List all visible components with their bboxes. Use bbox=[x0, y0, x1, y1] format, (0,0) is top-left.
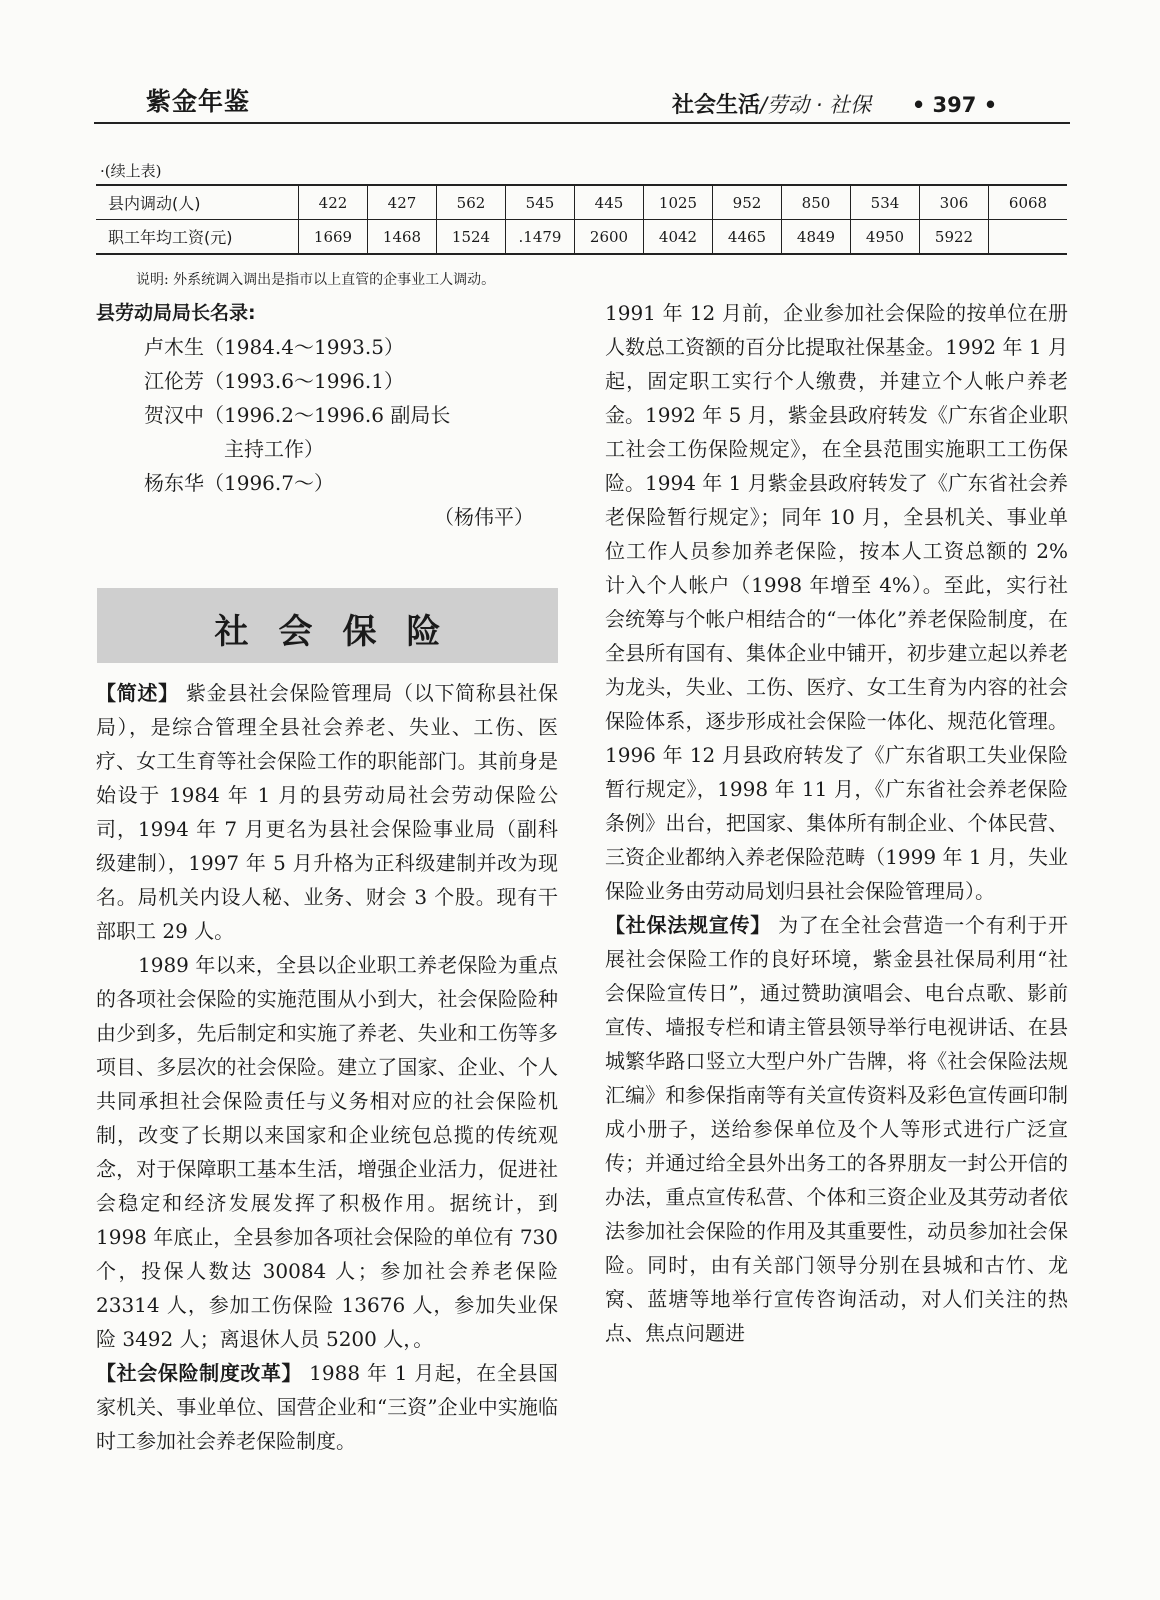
table-cell: 952 bbox=[713, 185, 782, 220]
table-cell: 4465 bbox=[713, 220, 782, 255]
right-column-body bbox=[605, 296, 1068, 1350]
list-item: 杨东华（1996.7～） bbox=[144, 471, 334, 495]
table-cell: 1669 bbox=[299, 220, 368, 255]
table-cell bbox=[989, 220, 1068, 255]
table-cell: 6068 bbox=[989, 185, 1068, 220]
list-item: 卢木生（1984.4～1993.5） bbox=[144, 335, 404, 359]
directors-list bbox=[96, 296, 558, 534]
list-item: 主持工作） bbox=[224, 437, 324, 461]
table-cell: 4042 bbox=[644, 220, 713, 255]
table-cell: 545 bbox=[506, 185, 575, 220]
section-main: 社会生活 bbox=[672, 93, 761, 118]
row-label: 职工年均工资(元) bbox=[96, 220, 299, 255]
table-cell: 427 bbox=[368, 185, 437, 220]
table-cell: 534 bbox=[851, 185, 920, 220]
table-row bbox=[96, 220, 1067, 255]
table-cell: 5922 bbox=[920, 220, 989, 255]
table-cell: 422 bbox=[299, 185, 368, 220]
statistics-table bbox=[96, 184, 1067, 255]
keyword-label: 【社会保险制度改革】 bbox=[96, 1361, 303, 1385]
paragraph: 1991 年 12 月前，企业参加社会保险的按单位在册人数总工资额的百分比提取社保基金。1992 年 1 月起，固定职工实行个人缴费，并建立个人帐户养老金。1992 年 5 月，紫金县政府转发《广东省企业职工社会工伤保险规定》，在全县范围实施职工工伤保险。1994 年 1 月紫金县政府转发了《广东省社会养老保险暂行规定》；同年 10 月，全县机关、事业单位工作人员参加养老保险，按本人工资总额的 2% 计入个人帐户（1998 年增至 4%）。至此，实行社会统筹与个帐户相结合的“一体化”养老保险制度，在全县所有国有、集体企业中铺开，初步建立起以养老为龙头，失业、工伤、医疗、女工生育为内容的社会保险体系，逐步形成社会保险一体化、规范化管理。1996 年 12 月县政府转发了《广东省职工失业保险暂行规定》，1998 年 11 月，《广东省社会养老保险条例》出台，把国家、集体所有制企业、个体民营、三资企业都纳入养老保险范畴（1999 年 1 月，失业保险业务由劳动局划归县社会保险管理局）。 bbox=[605, 301, 1068, 903]
paragraph-text: 1988 年 1 月起，在全县国家机关、事业单位、国营企业和“三资”企业中实施临时工参加社会养老保险制度。 bbox=[96, 1361, 559, 1453]
section-banner-title: 社会保险 bbox=[214, 612, 471, 652]
table-cell: 306 bbox=[920, 185, 989, 220]
table-cell: 1524 bbox=[437, 220, 506, 255]
paragraph-overview bbox=[96, 676, 558, 948]
table-cell: 4849 bbox=[782, 220, 851, 255]
row-label: 县内调动(人) bbox=[96, 185, 299, 220]
table-note: 说明: 外系统调入调出是指市以上直管的企事业工人调动。 bbox=[136, 272, 496, 288]
table-cell: 4950 bbox=[851, 220, 920, 255]
table-cell: 2600 bbox=[575, 220, 644, 255]
table-continued-label: ·(续上表) bbox=[100, 162, 162, 180]
table-cell: 850 bbox=[782, 185, 851, 220]
section-banner bbox=[97, 588, 558, 663]
table-cell: 1025 bbox=[644, 185, 713, 220]
running-header bbox=[672, 88, 997, 119]
table-cell: 562 bbox=[437, 185, 506, 220]
yearbook-title: 紫金年鉴 bbox=[146, 87, 251, 116]
paragraph-text: 紫金县社会保险管理局（以下简称县社保局），是综合管理全县社会养老、失业、工伤、医疗、女工生育等社会保险工作的职能部门。其前身是始设于 1984 年 1 月的县劳动局社会劳动保险公司，1994 年 7 月更名为县社会保险事业局（副科级建制），1997 年 5 月升格为正科级建制并改为现名。局机关内设人秘、业务、财会 3 个股。现有干部职工 29 人。 bbox=[96, 681, 558, 943]
paragraph-publicity bbox=[605, 908, 1068, 1350]
directors-title: 县劳动局局长名录: bbox=[96, 302, 256, 324]
table-cell: 445 bbox=[575, 185, 644, 220]
left-column-body bbox=[96, 676, 558, 1458]
section-sub: /劳动 · 社保 bbox=[760, 93, 872, 117]
paragraph: 1989 年以来，全县以企业职工养老保险为重点的各项社会保险的实施范围从小到大，社会保险险种由少到多，先后制定和实施了养老、失业和工伤等多项目、多层次的社会保险。建立了国家、企业、个人共同承担社会保险责任与义务相对应的社会保险机制，改变了长期以来国家和企业统包总揽的传统观念，对于保障职工基本生活，增强企业活力，促进社会稳定和经济发展发挥了积极作用。据统计，到 1998 年底止，全县参加各项社会保险的单位有 730 个，投保人数达 30084 人；参加社会养老保险 23314 人，参加工伤保险 13676 人，参加失业保险 3492 人；离退休人员 5200 人，。 bbox=[96, 953, 558, 1351]
table-cell: 1468 bbox=[368, 220, 437, 255]
author-credit: （杨伟平） bbox=[434, 505, 534, 529]
header-rule bbox=[94, 122, 1070, 124]
table-cell: .1479 bbox=[506, 220, 575, 255]
list-item: 贺汉中（1996.2～1996.6 副局长 bbox=[144, 403, 451, 427]
page-number: • 397 • bbox=[911, 93, 998, 117]
paragraph-reform bbox=[96, 1356, 558, 1458]
keyword-label: 【社保法规宣传】 bbox=[605, 913, 772, 937]
keyword-label: 【简述】 bbox=[96, 681, 179, 705]
list-item: 江伦芳（1993.6～1996.1） bbox=[144, 369, 404, 393]
table-row bbox=[96, 185, 1067, 220]
paragraph-text: 为了在全社会营造一个有利于开展社会保险工作的良好环境，紫金县社保局利用“社会保险宣传日”，通过赞助演唱会、电台点歌、影前宣传、墙报专栏和请主管县领导举行电视讲话、在县城繁华路口竖立大型户外广告牌，将《社会保险法规汇编》和参保指南等有关宣传资料及彩色宣传画印制成小册子，送给参保单位及个人等形式进行广泛宣传；并通过给全县外出务工的各界朋友一封公开信的办法，重点宣传私营、个体和三资企业及其劳动者依法参加社会保险的作用及其重要性，动员参加社会保险。同时，由有关部门领导分别在县城和古竹、龙窝、蓝塘等地举行宣传咨询活动，对人们关注的热点、焦点问题进 bbox=[605, 913, 1069, 1345]
